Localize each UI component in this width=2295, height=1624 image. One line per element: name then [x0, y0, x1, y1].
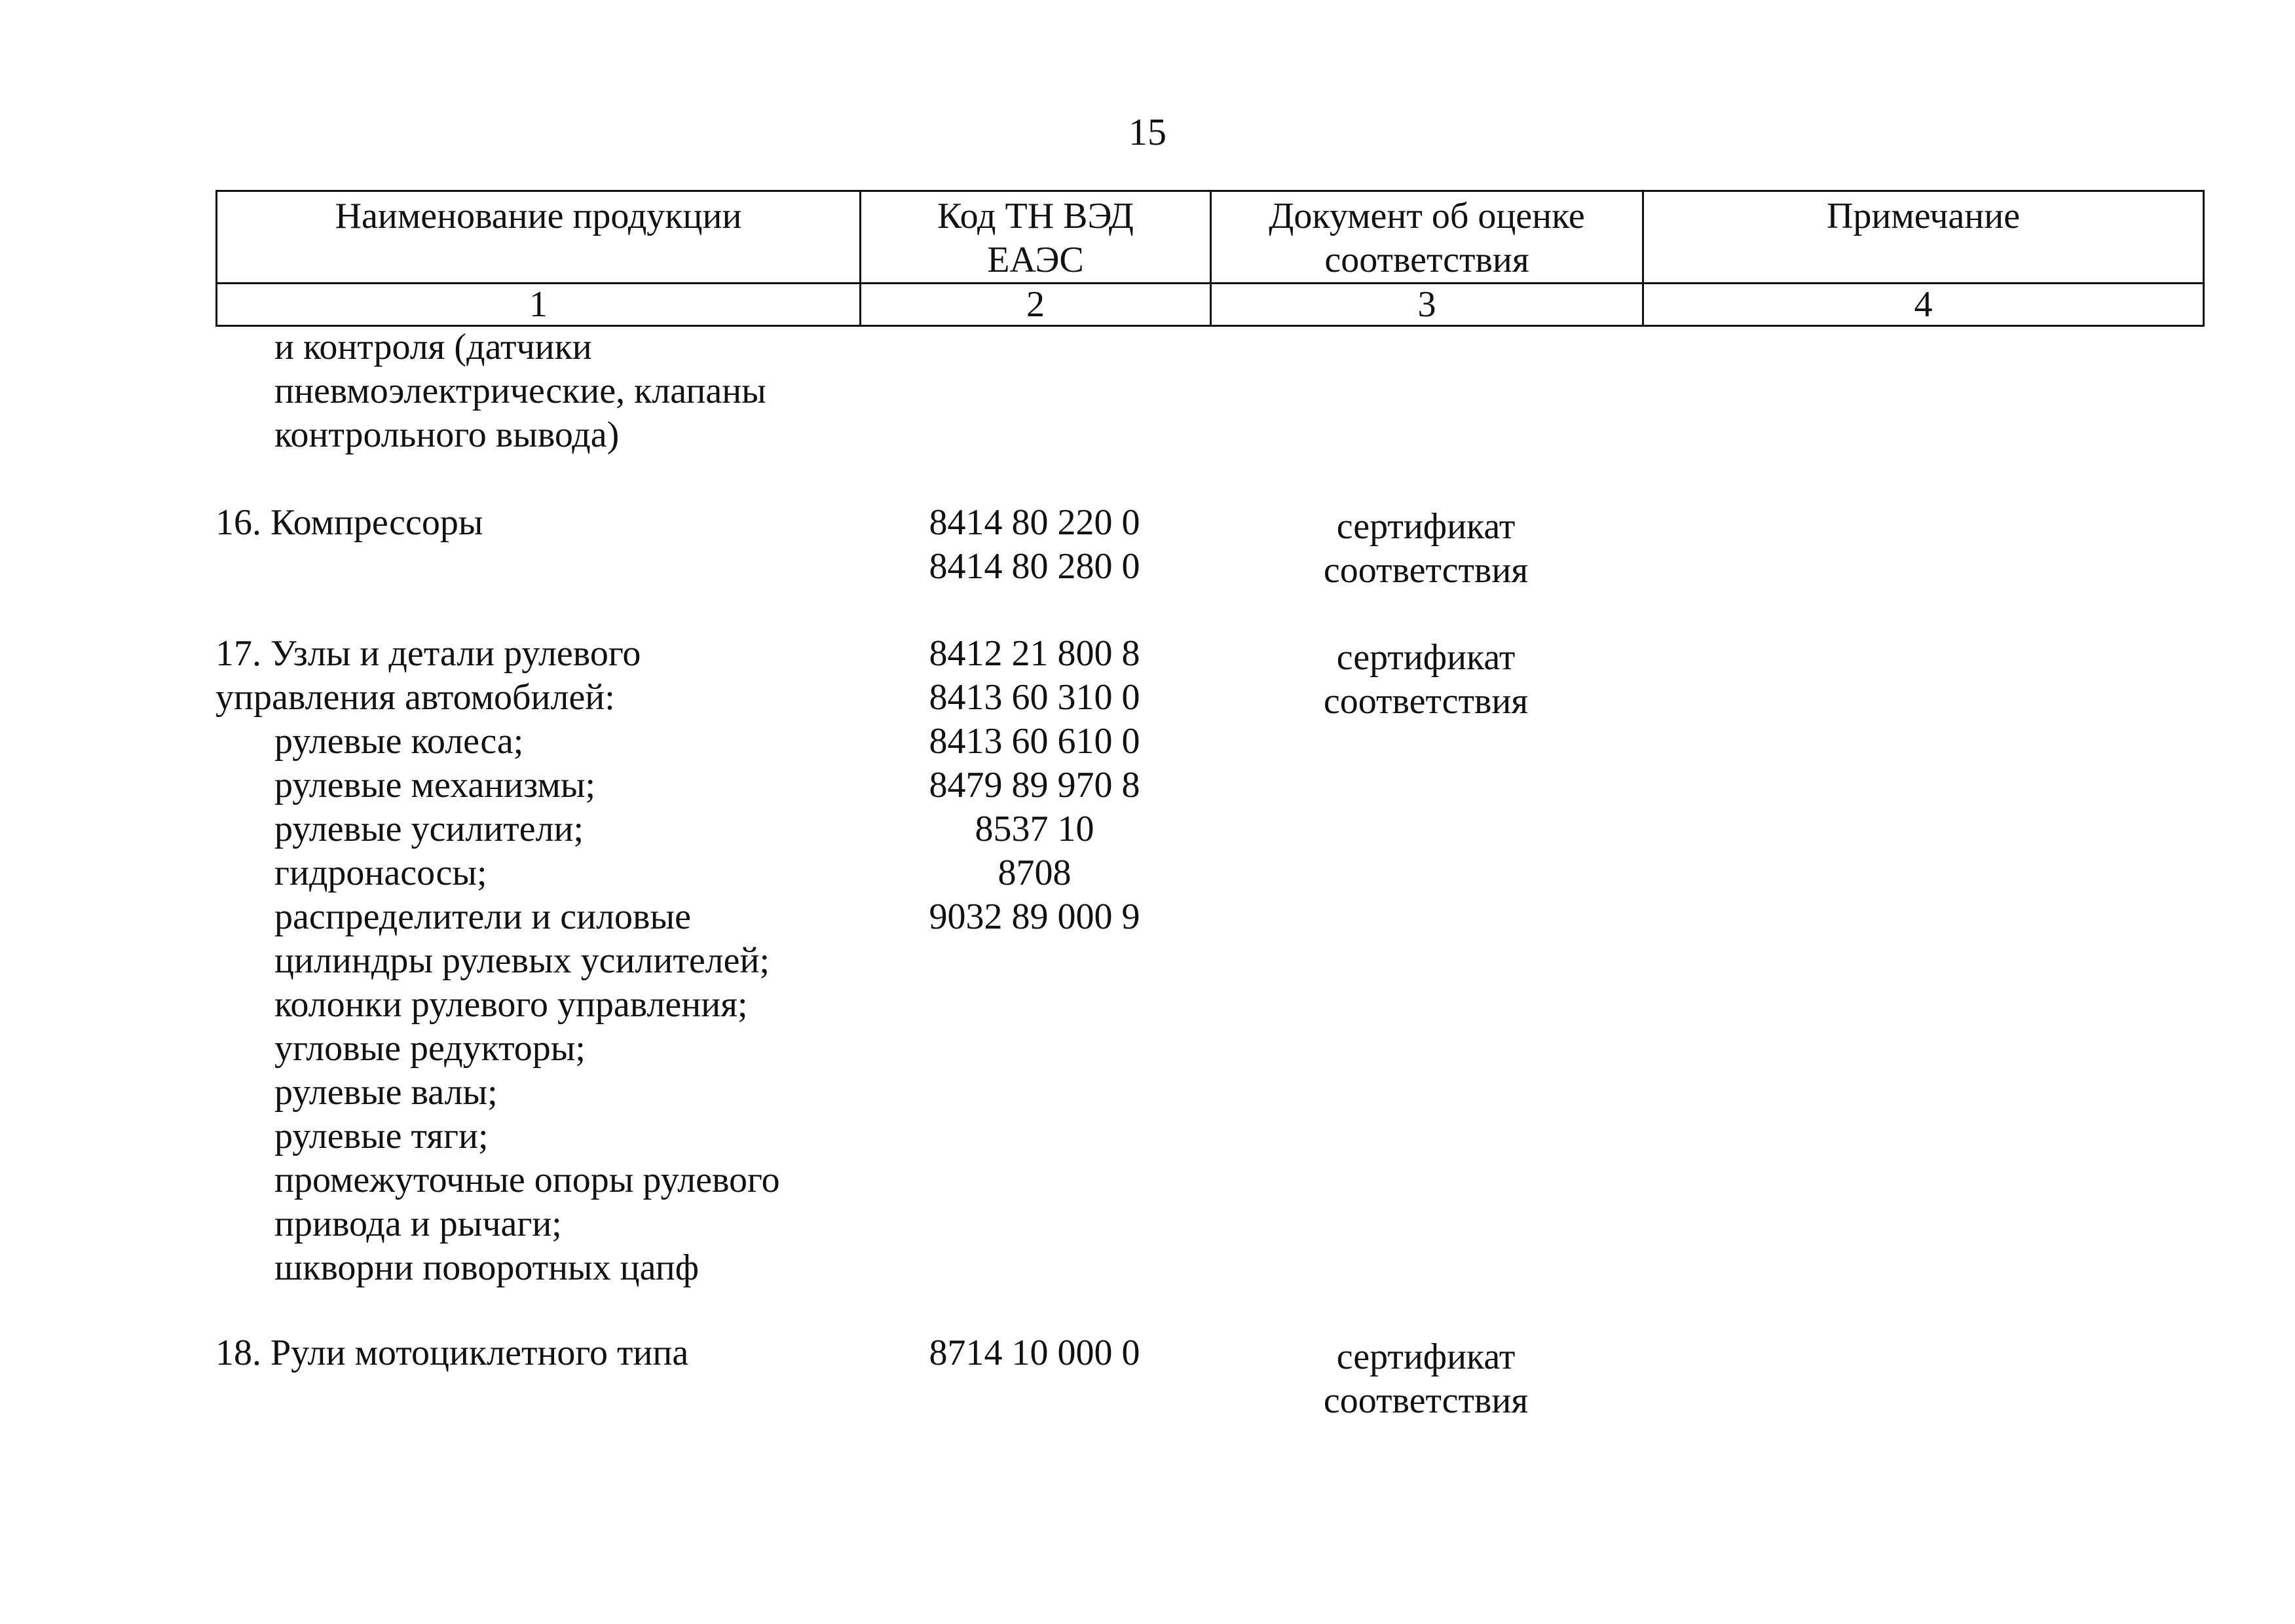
conformity-document-cell [1210, 505, 1642, 593]
product-name-line: угловые редукторы; [274, 1028, 586, 1069]
header-title-line: Код ТН ВЭД [937, 196, 1134, 236]
tnved-code-cell [859, 501, 1210, 589]
page-number: 15 [1129, 111, 1166, 153]
tnved-code: 9032 89 000 9 [929, 896, 1140, 937]
product-name-line: рулевые валы; [274, 1072, 498, 1113]
column-number: 4 [1643, 284, 2204, 326]
product-name-line: 17. Узлы и детали рулевого [215, 633, 641, 674]
product-name-line: гидронасосы; [274, 853, 487, 893]
product-name-line: шкворни поворотных цапф [274, 1247, 700, 1288]
product-name-line: управления автомобилей: [215, 677, 615, 718]
conformity-document-line: сертификат [1336, 506, 1516, 547]
product-name-line: привода и рычаги; [274, 1204, 562, 1244]
product-name-line: колонки рулевого управления; [274, 984, 748, 1025]
tnved-code-cell [859, 632, 1210, 939]
header-title-line: ЕАЭС [987, 240, 1084, 280]
tnved-code: 8413 60 310 0 [929, 677, 1140, 718]
tnved-code-cell [859, 1331, 1210, 1375]
conformity-document-line: соответствия [1323, 681, 1529, 722]
product-name-line: промежуточные опоры рулевого [274, 1160, 780, 1200]
tnved-code: 8414 80 280 0 [929, 546, 1140, 587]
header-title-line: соответствия [1324, 240, 1529, 280]
tnved-code: 8537 10 [975, 809, 1094, 849]
tnved-code: 8708 [998, 853, 1072, 893]
tnved-code: 8714 10 000 0 [929, 1333, 1140, 1373]
header-title-line: Примечание [1826, 196, 2021, 236]
product-name-line: пневмоэлектрические, клапаны [274, 371, 766, 411]
product-name-line: рулевые колеса; [274, 721, 524, 762]
column-number: 3 [1211, 284, 1643, 326]
product-name-line: распределители и силовые [274, 896, 691, 937]
product-name-cell [215, 325, 859, 457]
tnved-code: 8479 89 970 8 [929, 765, 1140, 805]
product-name-line: контрольного вывода) [274, 415, 620, 455]
product-name-line: 16. Компрессоры [215, 502, 483, 543]
product-name-line: цилиндры рулевых усилителей; [274, 940, 770, 981]
product-name-line: и контроля (датчики [274, 327, 592, 367]
header-title-line: Документ об оценке [1269, 196, 1585, 236]
tnved-code: 8413 60 610 0 [929, 721, 1140, 762]
product-name-line: рулевые тяги; [274, 1116, 489, 1156]
conformity-document-line: сертификат [1336, 637, 1516, 678]
conformity-document-line: соответствия [1323, 550, 1529, 591]
product-name-cell [215, 1331, 859, 1375]
product-name-line: рулевые усилители; [274, 809, 584, 849]
conformity-document-line: соответствия [1323, 1380, 1529, 1421]
product-name-line: 18. Рули мотоциклетного типа [215, 1333, 689, 1373]
conformity-document-line: сертификат [1336, 1337, 1516, 1377]
product-name-line: рулевые механизмы; [274, 765, 596, 805]
column-number: 2 [861, 284, 1211, 326]
product-name-cell [215, 501, 859, 545]
conformity-document-cell [1210, 636, 1642, 724]
conformity-document-cell [1210, 1335, 1642, 1423]
tnved-code: 8412 21 800 8 [929, 633, 1140, 674]
tnved-code: 8414 80 220 0 [929, 502, 1140, 543]
column-number: 1 [217, 284, 861, 326]
header-title-line: Наименование продукции [335, 196, 742, 236]
product-name-cell [215, 632, 859, 1290]
